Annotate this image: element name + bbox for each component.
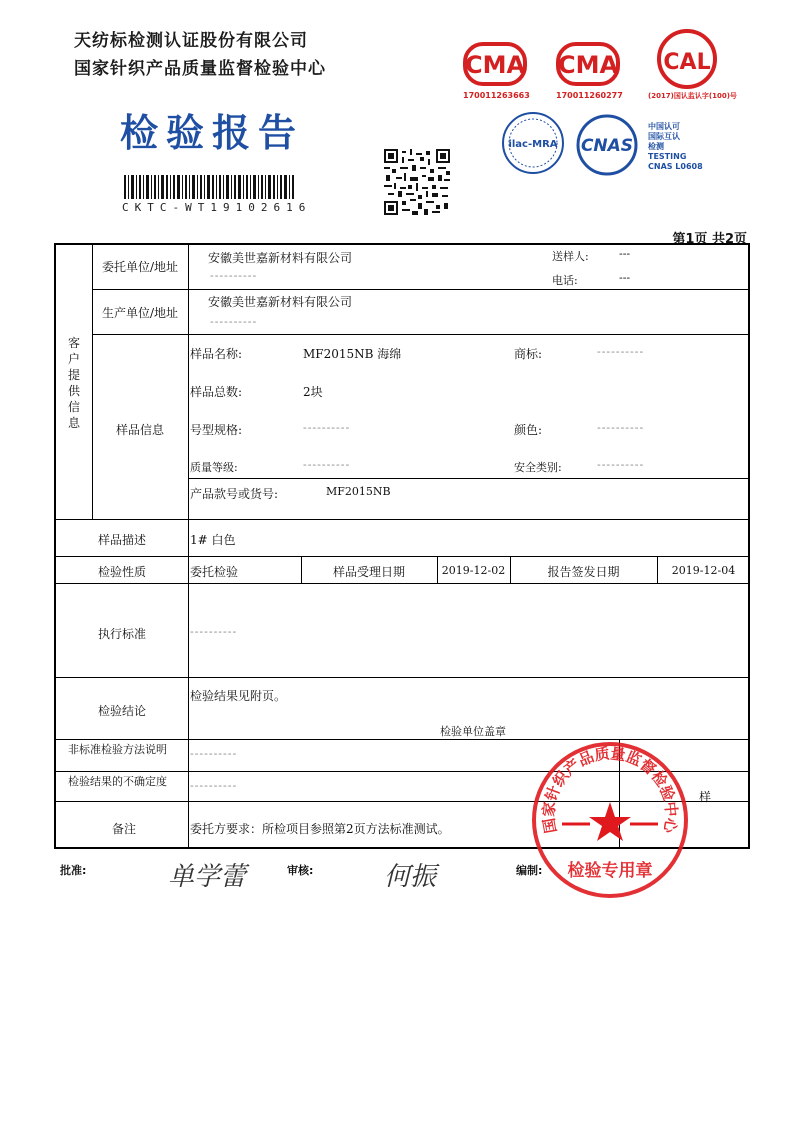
cnas-line-2: 国际互认 <box>648 132 680 141</box>
client-label: 委托单位/地址 <box>101 260 179 274</box>
client-value: 安徽美世嘉新材料有限公司 <box>208 251 353 265</box>
sample-count-value: 2块 <box>303 385 323 399</box>
phone-value: --- <box>619 271 631 284</box>
description-value: 1# 白色 <box>190 533 236 547</box>
cma-logo-2 <box>555 40 621 88</box>
phone-label: 电话: <box>552 274 578 287</box>
issue-value: 2019-12-04 <box>671 564 736 577</box>
producer-value: 安徽美世嘉新材料有限公司 <box>208 295 353 309</box>
conclusion-value: 检验结果见附页。 <box>190 689 287 703</box>
nonstandard-label: 非标准检验方法说明 <box>68 743 167 756</box>
review-label: 审核: <box>287 864 314 877</box>
received-value: 2019-12-02 <box>441 564 506 577</box>
page-indicator: 第1页 共2页 <box>672 232 747 247</box>
producer-label: 生产单位/地址 <box>101 306 179 320</box>
safety-label: 安全类别: <box>514 461 562 474</box>
sample-name-label: 样品名称: <box>190 347 243 361</box>
uncertainty-value: ---------- <box>190 779 238 792</box>
report-number: CKTC-WT19102616 <box>122 201 312 214</box>
side-char: 样 <box>699 790 712 804</box>
color-label: 颜色: <box>514 423 543 437</box>
color-value: ---------- <box>597 421 645 434</box>
trademark-value: ---------- <box>597 345 645 358</box>
cnas-line-3: 检测 <box>648 142 664 151</box>
product-no-value: MF2015NB <box>326 485 391 498</box>
cma-logo-1-text: CMA <box>464 51 526 79</box>
received-label: 样品受理日期 <box>332 565 405 579</box>
product-no-label: 产品款号或货号: <box>190 487 279 501</box>
nature-value: 委托检验 <box>190 565 239 579</box>
sample-count-label: 样品总数: <box>190 385 243 399</box>
sample-name-value: MF2015NB 海绵 <box>303 347 402 361</box>
qr-code <box>384 149 450 215</box>
cnas-logo <box>570 114 644 176</box>
cma-number-2: 170011260277 <box>556 91 623 100</box>
remarks-label: 备注 <box>112 822 137 836</box>
approve-label: 批准: <box>60 864 87 877</box>
issue-label: 报告签发日期 <box>547 565 620 579</box>
standard-label: 执行标准 <box>98 627 147 641</box>
stamp-star-icon <box>589 802 631 841</box>
standard-value: ---------- <box>190 625 238 638</box>
producer-address: ---------- <box>210 315 258 328</box>
customer-section-label: 客户提供信息 <box>67 336 80 430</box>
safety-value: ---------- <box>597 458 645 471</box>
trademark-label: 商标: <box>514 347 543 361</box>
client-address: ---------- <box>210 269 258 282</box>
cal-logo <box>655 27 719 91</box>
official-stamp <box>530 740 690 900</box>
ilac-mra-logo-text: ilac-MRA <box>508 139 558 150</box>
quality-grade-value: ---------- <box>303 458 351 471</box>
sender-label: 送样人: <box>552 250 589 263</box>
cnas-line-1: 中国认可 <box>648 122 680 131</box>
stamp-ring-path: 国家针织产品质量监督检验中心 <box>539 744 681 835</box>
cal-number: (2017)国认监认字(100)号 <box>648 92 737 100</box>
remarks-value: 委托方要求：所检项目参照第2页方法标准测试。 <box>190 822 450 836</box>
cma-logo-2-text: CMA <box>557 51 619 79</box>
compile-label: 编制: <box>516 864 543 877</box>
issuer-name: 天纺标检测认证股份有限公司 <box>74 31 308 51</box>
cal-logo-text: CAL <box>663 50 711 75</box>
issuer-center: 国家针织产品质量监督检验中心 <box>74 59 326 79</box>
model-value: ---------- <box>303 421 351 434</box>
sample-info-label: 样品信息 <box>115 423 164 437</box>
cma-logo-1 <box>462 40 528 88</box>
quality-grade-label: 质量等级: <box>190 461 238 474</box>
uncertainty-label: 检验结果的不确定度 <box>68 775 167 788</box>
cnas-line-5: CNAS L0608 <box>648 162 703 171</box>
sender-value: --- <box>619 247 631 260</box>
report-title: 检验报告 <box>120 111 305 155</box>
cma-number-1: 170011263663 <box>463 91 530 100</box>
approve-signature: 单学蕾 <box>168 862 247 892</box>
ilac-mra-logo <box>500 110 566 176</box>
description-label: 样品描述 <box>98 533 147 547</box>
cnas-description <box>648 122 703 172</box>
cnas-line-4: TESTING <box>648 152 687 161</box>
cnas-logo-text: CNAS <box>580 136 634 156</box>
review-signature: 何振 <box>384 862 437 892</box>
nonstandard-value: ---------- <box>190 747 238 760</box>
nature-label: 检验性质 <box>98 565 147 579</box>
conclusion-label: 检验结论 <box>98 704 147 718</box>
model-label: 号型规格: <box>190 423 243 437</box>
stamp-center-text: 检验专用章 <box>567 861 653 881</box>
barcode <box>124 175 296 199</box>
seal-note: 检验单位盖章 <box>440 725 506 738</box>
